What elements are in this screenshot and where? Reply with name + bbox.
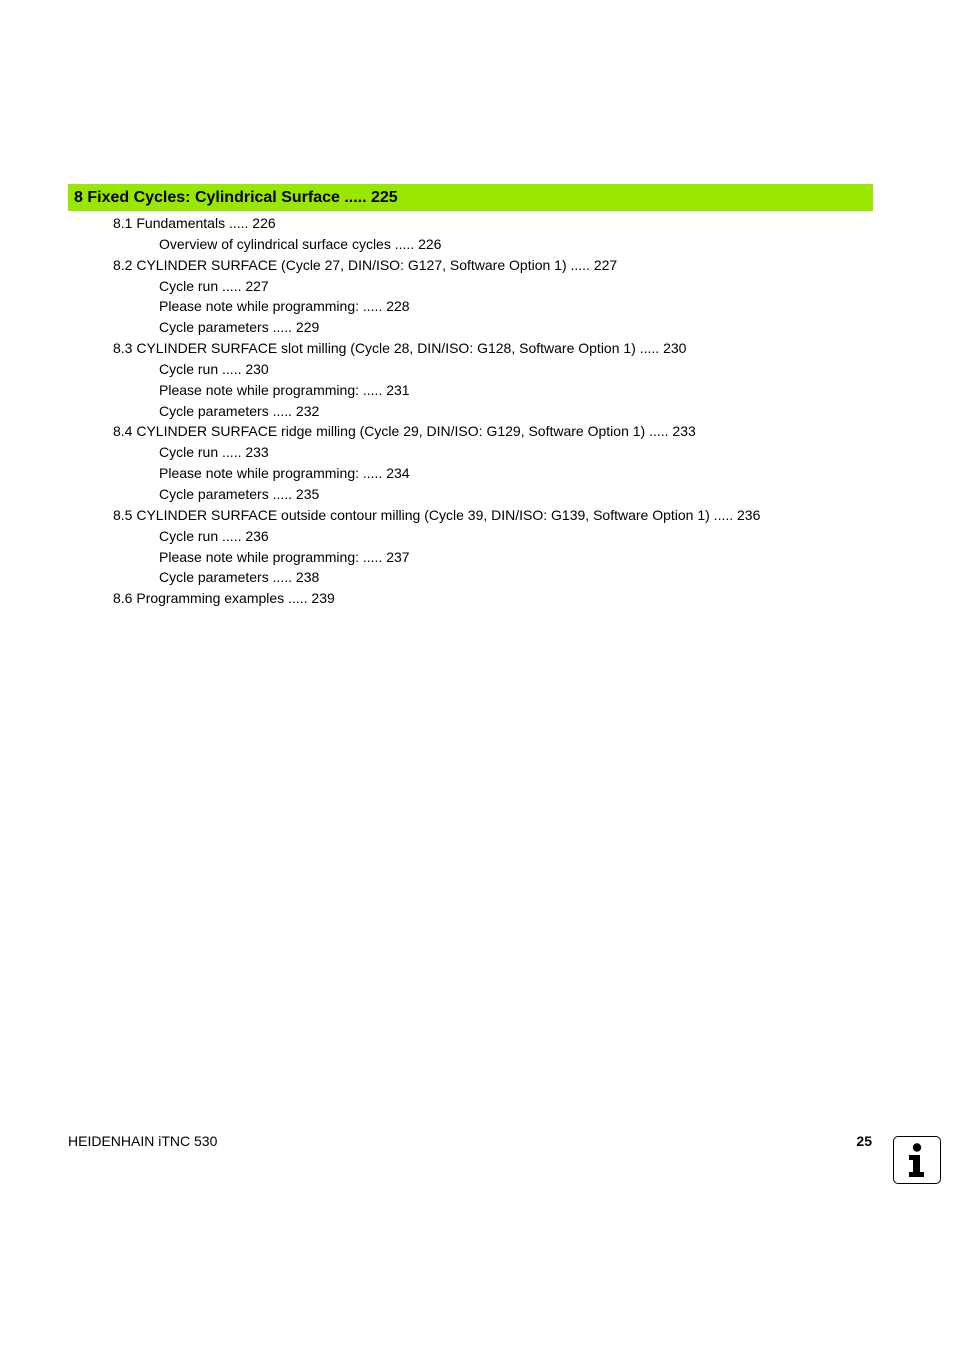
toc-subsection-entry[interactable]: Cycle run ..... 233 (159, 444, 269, 461)
chapter-header (68, 184, 873, 211)
toc-subsection-entry[interactable]: Please note while programming: ..... 231 (159, 381, 410, 398)
toc-section-entry[interactable]: 8.4 CYLINDER SURFACE ridge milling (Cycle 29, DIN/ISO: G129, Software Option 1) ..... 233 (113, 423, 696, 440)
toc-subsection-entry[interactable]: Please note while programming: ..... 234 (159, 465, 410, 482)
toc-subsection-entry[interactable]: Cycle run ..... 230 (159, 360, 269, 377)
toc-subsection-entry[interactable]: Cycle parameters ..... 232 (159, 402, 320, 419)
info-icon (893, 1136, 941, 1184)
toc-subsection-entry[interactable]: Cycle parameters ..... 229 (159, 319, 320, 336)
toc-subsection-entry[interactable]: Cycle parameters ..... 238 (159, 569, 320, 586)
toc-section-entry[interactable]: 8.6 Programming examples ..... 239 (113, 590, 335, 607)
toc-section-entry[interactable]: 8.1 Fundamentals ..... 226 (113, 215, 276, 231)
toc-section-entry[interactable]: 8.5 CYLINDER SURFACE outside contour milling (Cycle 39, DIN/ISO: G139, Software Option 1) ..... 236 (113, 506, 761, 523)
toc-section-entry[interactable]: 8.2 CYLINDER SURFACE (Cycle 27, DIN/ISO: G127, Software Option 1) ..... 227 (113, 256, 618, 273)
toc-subsection-entry[interactable]: Overview of cylindrical surface cycles ..... 226 (159, 235, 442, 252)
toc-subsection-entry[interactable]: Cycle run ..... 227 (159, 277, 269, 294)
footer-product-name: HEIDENHAIN iTNC 530 (68, 1133, 218, 1149)
toc-subsection-entry[interactable]: Please note while programming: ..... 237 (159, 548, 410, 565)
toc-subsection-entry[interactable]: Cycle parameters ..... 235 (159, 485, 320, 502)
toc-subsection-entry[interactable]: Cycle run ..... 236 (159, 527, 269, 544)
toc-section-entry[interactable]: 8.3 CYLINDER SURFACE slot milling (Cycle 28, DIN/ISO: G128, Software Option 1) ..... 230 (113, 340, 687, 357)
chapter-title[interactable]: 8 Fixed Cycles: Cylindrical Surface ..... 225 (74, 188, 398, 206)
toc-subsection-entry[interactable]: Please note while programming: ..... 228 (159, 298, 410, 315)
page-number: 25 (856, 1133, 872, 1149)
table-of-contents (0, 213, 954, 609)
